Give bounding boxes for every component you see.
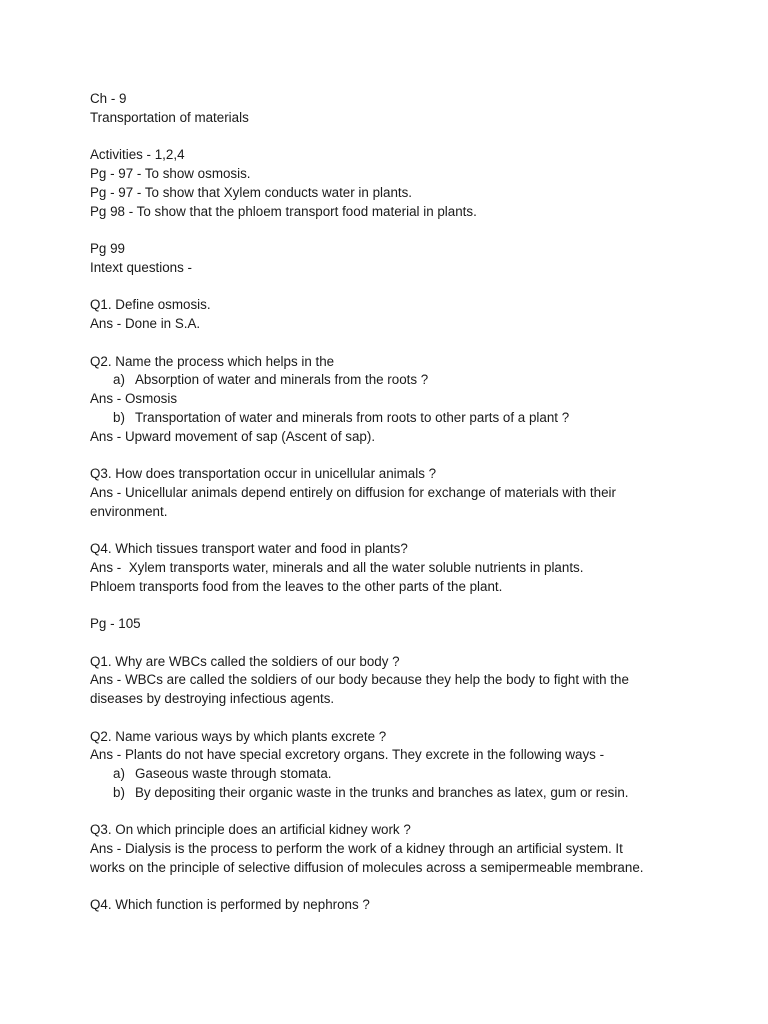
question: Q2. Name various ways by which plants excrete ? xyxy=(90,728,387,744)
question: Q4. Which tissues transport water and food in plants? xyxy=(90,541,408,556)
question: Q4. Which function is performed by nephrons ? xyxy=(90,897,370,913)
answer: Ans - Xylem transports water, minerals and all the water soluble nutrients in plants. xyxy=(90,559,584,575)
answer: Ans - Dialysis is the process to perform the work of a kidney through an artificial system. It xyxy=(90,841,623,856)
answer: Ans - Upward movement of sap (Ascent of sap). xyxy=(90,428,376,444)
answer: Ans - Done in S.A. xyxy=(90,316,201,331)
answer-list-item xyxy=(90,784,690,803)
answer-continuation: Phloem transports food from the leaves to the other parts of the plant. xyxy=(90,578,503,594)
sub-question xyxy=(90,409,690,428)
activity-item: Pg - 97 - To show osmosis. xyxy=(90,166,251,181)
answer: Ans - Plants do not have special excretory organs. They excrete in the following ways - xyxy=(90,747,605,763)
question: Q1. Why are WBCs called the soldiers of our body ? xyxy=(90,653,400,669)
answer-list-item xyxy=(90,765,690,784)
answer-continuation: diseases by destroying infectious agents. xyxy=(90,691,335,706)
spacer xyxy=(90,221,690,240)
activities-heading: Activities - 1,2,4 xyxy=(90,147,185,163)
question: Q2. Name the process which helps in the xyxy=(90,353,335,369)
question: Q1. Define osmosis. xyxy=(90,297,211,313)
section-page-number: Pg - 105 xyxy=(90,616,141,631)
list-marker: b) xyxy=(113,784,125,800)
list-marker: a) xyxy=(113,372,125,388)
spacer xyxy=(90,878,690,897)
chapter-number: Ch - 9 xyxy=(90,91,127,106)
sub-question-text: Transportation of water and minerals from roots to other parts of a plant ? xyxy=(135,409,570,425)
answer-list-text: By depositing their organic waste in the trunks and branches as latex, gum or resin. xyxy=(135,784,629,800)
answer: Ans - WBCs are called the soldiers of our body because they help the body to fight with the xyxy=(90,672,629,688)
list-marker: a) xyxy=(113,766,125,781)
spacer xyxy=(90,128,690,147)
sub-question-text: Absorption of water and minerals from the roots ? xyxy=(135,372,429,388)
list-marker: b) xyxy=(113,409,125,425)
activity-item: Pg 98 - To show that the phloem transport food material in plants. xyxy=(90,203,477,219)
sub-question xyxy=(90,371,690,390)
answer-continuation: environment. xyxy=(90,503,168,519)
section-subtitle: Intext questions - xyxy=(90,259,192,275)
section-page-number: Pg 99 xyxy=(90,241,125,256)
spacer xyxy=(90,634,690,653)
spacer xyxy=(90,596,690,615)
document-page xyxy=(90,90,690,915)
activity-item: Pg - 97 - To show that Xylem conducts water in plants. xyxy=(90,184,413,200)
spacer xyxy=(90,446,690,465)
answer: Ans - Osmosis xyxy=(90,391,178,406)
chapter-title: Transportation of materials xyxy=(90,109,249,125)
spacer xyxy=(90,709,690,728)
question: Q3. On which principle does an artificial kidney work ? xyxy=(90,822,411,838)
spacer xyxy=(90,278,690,297)
spacer xyxy=(90,803,690,822)
question: Q3. How does transportation occur in unicellular animals ? xyxy=(90,466,437,481)
answer-continuation: works on the principle of selective diffusion of molecules across a semipermeable membrane. xyxy=(90,859,644,875)
spacer xyxy=(90,521,690,540)
answer-list-text: Gaseous waste through stomata. xyxy=(135,766,332,781)
spacer xyxy=(90,334,690,353)
answer: Ans - Unicellular animals depend entirely on diffusion for exchange of materials with their xyxy=(90,484,616,500)
